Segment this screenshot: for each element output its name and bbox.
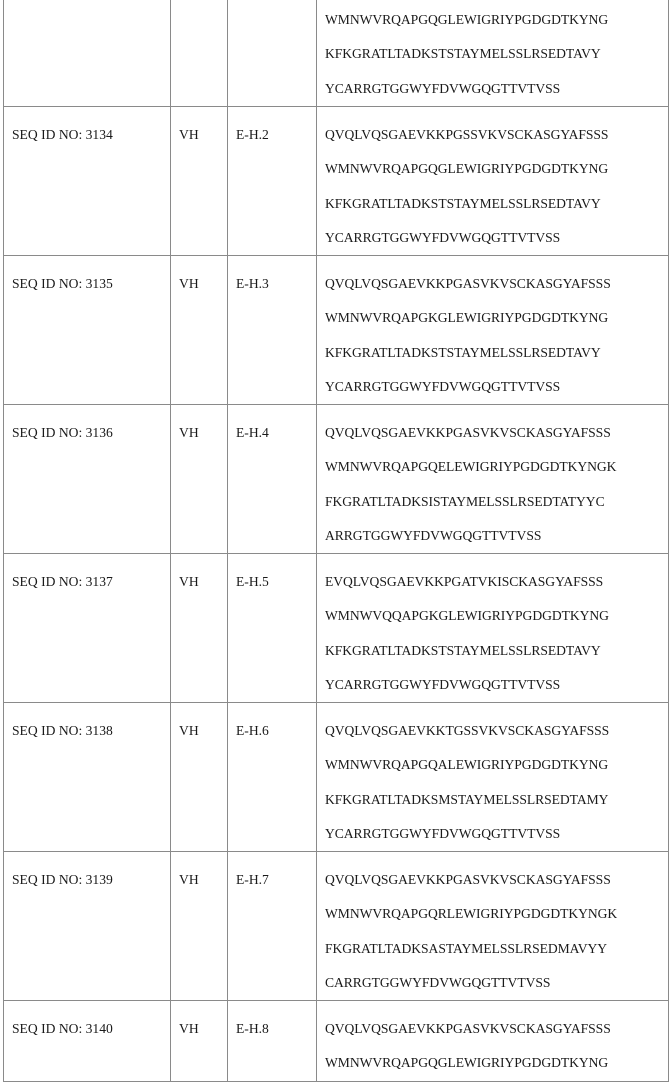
chain-text: VH — [179, 872, 199, 887]
variant-text: E-H.6 — [236, 723, 269, 738]
sequence-line: KFKGRATLTADKSTSTAYMELSSLRSEDTAVY — [325, 642, 601, 658]
table-row — [4, 0, 669, 107]
sequence-line: QVQLVQSGAEVKKPGASVKVSCKASGYAFSSS — [325, 872, 611, 887]
seq-id-cell — [4, 405, 171, 554]
sequence-line: QVQLVQSGAEVKKPGASVKVSCKASGYAFSSS — [325, 1021, 611, 1036]
seq-id-cell — [4, 0, 171, 107]
variant-text: E-H.5 — [236, 574, 269, 589]
table-row — [4, 852, 669, 1001]
variant-text — [228, 0, 316, 3]
sequence-cell — [317, 405, 669, 554]
variant-text: E-H.8 — [236, 1021, 269, 1036]
sequence-cell — [317, 703, 669, 852]
chain-text: VH — [179, 425, 199, 440]
sequence-line: YCARRGTGGWYFDVWGQGTTVTVSS — [325, 378, 561, 394]
variant-text: E-H.7 — [236, 872, 269, 887]
sequence-line: YCARRGTGGWYFDVWGQGTTVTVSS — [325, 825, 561, 841]
variant-text: E-H.3 — [236, 276, 269, 291]
variant-cell — [228, 554, 317, 703]
seq-id-cell — [4, 1001, 171, 1082]
sequence-line: WMNWVRQAPGQGLEWIGRIYPGDGDTKYNG — [325, 1055, 609, 1071]
chain-cell — [171, 852, 228, 1001]
sequence-line: KFKGRATLTADKSMSTAYMELSSLRSEDTAMY — [325, 791, 609, 807]
sequence-text — [317, 107, 668, 255]
variant-cell — [228, 405, 317, 554]
variant-text: E-H.4 — [236, 425, 269, 440]
chain-cell — [171, 107, 228, 256]
seq-id-text: SEQ ID NO: 3138 — [12, 723, 113, 738]
seq-id-text — [4, 0, 170, 3]
variant-cell — [228, 256, 317, 405]
sequence-line: EVQLVQSGAEVKKPGATVKISCKASGYAFSSS — [325, 574, 604, 589]
seq-id-text: SEQ ID NO: 3137 — [12, 574, 113, 589]
sequence-line: WMNWVQQAPGKGLEWIGRIYPGDGDTKYNG — [325, 608, 609, 624]
table-row — [4, 256, 669, 405]
sequence-text — [317, 405, 668, 553]
chain-text: VH — [179, 276, 199, 291]
table-row — [4, 107, 669, 256]
sequence-table — [3, 0, 669, 1082]
sequence-table-body — [4, 0, 669, 1081]
variant-cell — [228, 107, 317, 256]
sequence-text — [317, 0, 668, 106]
seq-id-text: SEQ ID NO: 3140 — [12, 1021, 113, 1036]
sequence-cell — [317, 1001, 669, 1082]
sequence-text — [317, 1001, 668, 1081]
variant-cell — [228, 852, 317, 1001]
seq-id-text: SEQ ID NO: 3139 — [12, 872, 113, 887]
variant-cell — [228, 0, 317, 107]
sequence-line: FKGRATLTADKSASTAYMELSSLRSEDMAVYY — [325, 940, 608, 956]
sequence-line: YCARRGTGGWYFDVWGQGTTVTVSS — [325, 229, 561, 245]
sequence-line: QVQLVQSGAEVKKTGSSVKVSCKASGYAFSSS — [325, 723, 610, 738]
variant-text: E-H.2 — [236, 127, 269, 142]
sequence-line: KFKGRATLTADKSTSTAYMELSSLRSEDTAVY — [325, 344, 601, 360]
sequence-cell — [317, 107, 669, 256]
sequence-line: FKGRATLTADKSISTAYMELSSLRSEDTATYYC — [325, 493, 605, 509]
sequence-line: WMNWVRQAPGQELEWIGRIYPGDGDTKYNGK — [325, 459, 617, 475]
chain-cell — [171, 554, 228, 703]
chain-text: VH — [179, 574, 199, 589]
sequence-line: YCARRGTGGWYFDVWGQGTTVTVSS — [325, 80, 561, 96]
chain-text: VH — [179, 723, 199, 738]
sequence-cell — [317, 0, 669, 107]
sequence-cell — [317, 852, 669, 1001]
sequence-line: WMNWVRQAPGKGLEWIGRIYPGDGDTKYNG — [325, 310, 609, 326]
sequence-line: WMNWVRQAPGQGLEWIGRIYPGDGDTKYNG — [325, 161, 609, 177]
seq-id-cell — [4, 703, 171, 852]
table-row — [4, 1001, 669, 1082]
variant-cell — [228, 703, 317, 852]
sequence-cell — [317, 256, 669, 405]
variant-cell — [228, 1001, 317, 1082]
sequence-line: WMNWVRQAPGQALEWIGRIYPGDGDTKYNG — [325, 757, 609, 773]
chain-cell — [171, 0, 228, 107]
table-row — [4, 703, 669, 852]
chain-cell — [171, 405, 228, 554]
seq-id-cell — [4, 852, 171, 1001]
sequence-text — [317, 852, 668, 1000]
table-row — [4, 554, 669, 703]
seq-id-cell — [4, 256, 171, 405]
chain-cell — [171, 703, 228, 852]
chain-cell — [171, 1001, 228, 1082]
sequence-cell — [317, 554, 669, 703]
seq-id-text: SEQ ID NO: 3134 — [12, 127, 113, 142]
sequence-line: QVQLVQSGAEVKKPGSSVKVSCKASGYAFSSS — [325, 127, 609, 142]
sequence-line: QVQLVQSGAEVKKPGASVKVSCKASGYAFSSS — [325, 276, 611, 291]
sequence-line: WMNWVRQAPGQGLEWIGRIYPGDGDTKYNG — [325, 12, 609, 27]
sequence-text — [317, 554, 668, 702]
seq-id-cell — [4, 554, 171, 703]
sequence-line: YCARRGTGGWYFDVWGQGTTVTVSS — [325, 676, 561, 692]
chain-text — [171, 0, 227, 3]
sequence-line: CARRGTGGWYFDVWGQGTTVTVSS — [325, 974, 551, 990]
sequence-line: ARRGTGGWYFDVWGQGTTVTVSS — [325, 527, 542, 543]
sequence-line: KFKGRATLTADKSTSTAYMELSSLRSEDTAVY — [325, 195, 601, 211]
seq-id-text: SEQ ID NO: 3135 — [12, 276, 113, 291]
seq-id-text: SEQ ID NO: 3136 — [12, 425, 113, 440]
chain-text: VH — [179, 127, 199, 142]
sequence-line: QVQLVQSGAEVKKPGASVKVSCKASGYAFSSS — [325, 425, 611, 440]
sequence-line: WMNWVRQAPGQRLEWIGRIYPGDGDTKYNGK — [325, 906, 618, 922]
chain-cell — [171, 256, 228, 405]
table-row — [4, 405, 669, 554]
sequence-text — [317, 703, 668, 851]
chain-text: VH — [179, 1021, 199, 1036]
sequence-line: KFKGRATLTADKSTSTAYMELSSLRSEDTAVY — [325, 46, 601, 62]
sequence-text — [317, 256, 668, 404]
seq-id-cell — [4, 107, 171, 256]
